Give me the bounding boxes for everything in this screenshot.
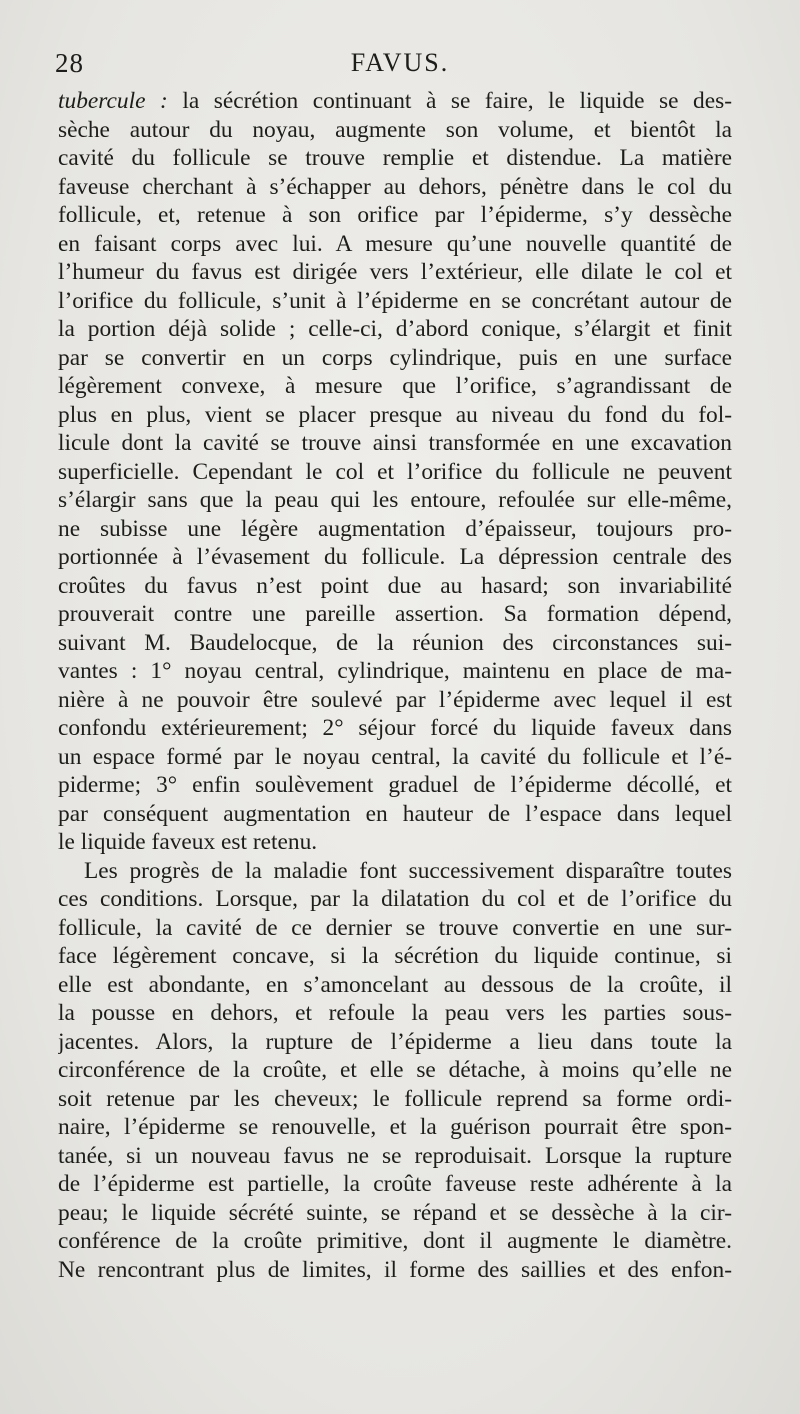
text-line: piderme; 3° enfin soulèvement graduel de l’épiderme décollé, et: [58, 772, 732, 798]
text-line: la portion déjà solide ; celle-ci, d’abord conique, s’élargit et finit: [58, 316, 732, 342]
text-line: circonférence de la croûte, et elle se détache, à moins qu’elle ne: [58, 1057, 732, 1083]
page-number: 28: [55, 48, 84, 78]
text-line: vantes : 1° noyau central, cylindrique, maintenu en place de ma-: [58, 658, 732, 684]
text-line: jacentes. Alors, la rupture de l’épiderme a lieu dans toute la: [58, 1028, 732, 1055]
text-line: de l’épiderme est partielle, la croûte faveuse reste adhérente à la: [58, 1171, 732, 1197]
text-line: s’élargir sans que la peau qui les entoure, refoulée sur elle-même,: [58, 487, 732, 513]
body-text: [58, 87, 732, 1284]
text-line: tanée, si un nouveau favus ne se reproduisait. Lorsque la rupture: [58, 1142, 732, 1169]
text-line: légèrement convexe, à mesure que l’orifice, s’agrandissant de: [58, 373, 732, 399]
paragraph-start-line: Les progrès de la maladie font successivement disparaître toutes: [84, 857, 732, 884]
text-line: la pousse en dehors, et refoule la peau vers les parties sous-: [58, 1000, 732, 1026]
text-line-rest: la sécrétion continuant à se faire, le liquide se des-: [167, 88, 732, 114]
text-line: confondu extérieurement; 2° séjour forcé du liquide faveux dans: [58, 715, 732, 741]
text-line: soit retenue par les cheveux; le follicule reprend sa forme ordi-: [58, 1085, 732, 1112]
text-line: ces conditions. Lorsque, par la dilatation du col et de l’orifice du: [58, 886, 732, 912]
text-line: conférence de la croûte primitive, dont il augmente le diamètre.: [58, 1228, 732, 1254]
text-line: [58, 87, 732, 116]
text-line: licule dont la cavité se trouve ainsi transformée en une excavation: [58, 430, 732, 456]
text-line: plus en plus, vient se placer presque au niveau du fond du fol-: [58, 401, 732, 428]
text-line: croûtes du favus n’est point due au hasard; son invariabilité: [58, 572, 732, 599]
text-line: suivant M. Baudelocque, de la réunion des circonstances sui-: [58, 629, 732, 656]
text-line: naire, l’épiderme se renouvelle, et la guérison pourrait être spon-: [58, 1114, 732, 1140]
text-line: en faisant corps avec lui. A mesure qu’une nouvelle quantité de: [58, 230, 732, 257]
text-line: portionnée à l’évasement du follicule. La dépression centrale des: [58, 544, 732, 570]
text-line: ne subisse une légère augmentation d’épaisseur, toujours pro-: [58, 515, 732, 542]
text-line: superficielle. Cependant le col et l’orifice du follicule ne peuvent: [58, 458, 732, 485]
text-line: elle est abondante, en s’amoncelant au dessous de la croûte, il: [58, 971, 732, 998]
text-line: l’orifice du follicule, s’unit à l’épiderme en se concrétant autour de: [58, 287, 732, 314]
text-line: nière à ne pouvoir être soulevé par l’épiderme avec lequel il est: [58, 686, 732, 713]
text-line: Ne rencontrant plus de limites, il forme des saillies et des enfon-: [58, 1256, 732, 1283]
text-line: face légèrement concave, si la sécrétion du liquide continue, si: [58, 943, 732, 969]
text-line: prouverait contre une pareille assertion. Sa formation dépend,: [58, 601, 732, 627]
text-line: cavité du follicule se trouve remplie et distendue. La matière: [58, 145, 732, 171]
text-line: par conséquent augmentation en hauteur de l’espace dans lequel: [58, 800, 732, 827]
text-line: follicule, la cavité de ce dernier se trouve convertie en une sur-: [58, 914, 732, 941]
text-line: peau; le liquide sécrété suinte, se répand et se dessèche à la cir-: [58, 1199, 732, 1226]
running-title: FAVUS.: [350, 48, 450, 77]
text-line: sèche autour du noyau, augmente son volume, et bientôt la: [58, 116, 732, 143]
paragraph-end-line: le liquide faveux est retenu.: [58, 829, 318, 855]
text-line: l’humeur du favus est dirigée vers l’extérieur, elle dilate le col et: [58, 259, 732, 285]
text-line: faveuse cherchant à s’échapper au dehors, pénètre dans le col du: [58, 173, 732, 200]
italic-word: tubercule :: [58, 88, 168, 114]
text-line: follicule, et, retenue à son orifice par l’épiderme, s’y dessèche: [58, 202, 732, 228]
page-header: [55, 48, 745, 84]
text-line: un espace formé par le noyau central, la cavité du follicule et l’é-: [58, 743, 732, 770]
text-line: par se convertir en un corps cylindrique, puis en une surface: [58, 344, 732, 371]
